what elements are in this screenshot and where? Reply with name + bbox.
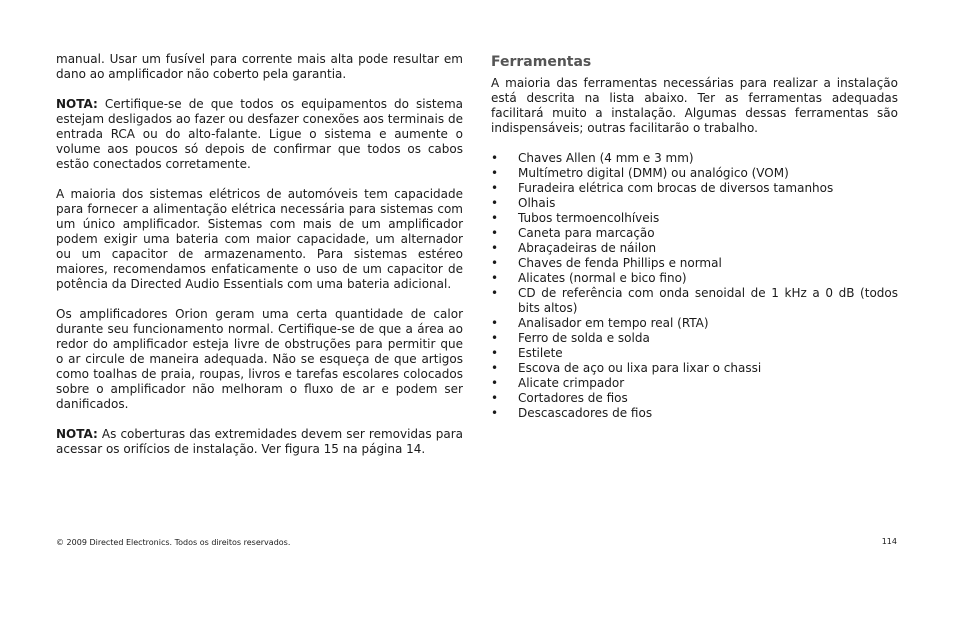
bullet-icon: • xyxy=(491,256,499,270)
tool-list-item xyxy=(491,241,898,256)
bullet-icon: • xyxy=(491,286,499,300)
tool-list-item xyxy=(491,181,898,196)
tool-list-item xyxy=(491,271,898,286)
tool-list-item xyxy=(491,211,898,226)
tools-intro-paragraph: A maioria das ferramentas necessárias para realizar a instalação está descrita na lista abaixo. Ter as ferramentas adequadas facilitará muito a instalação. Algumas dessas ferramentas são indispensáveis; outras facilitarão o trabalho. xyxy=(491,76,898,135)
bullet-icon: • xyxy=(491,151,499,165)
tool-item-text: Olhais xyxy=(518,196,556,210)
bullet-icon: • xyxy=(491,226,499,240)
tool-item-text: Multímetro digital (DMM) ou analógico (VOM) xyxy=(518,166,789,180)
note-text: As coberturas das extremidades devem ser removidas para acessar os orifícios de instalação. Ver figura 15 na página 14. xyxy=(56,427,463,456)
page-number: 114 xyxy=(881,537,897,546)
tool-list-item xyxy=(491,151,898,166)
tool-item-text: Tubos termoencolhíveis xyxy=(518,211,660,225)
bullet-icon: • xyxy=(491,241,499,255)
fuse-paragraph: manual. Usar um fusível para corrente mais alta pode resultar em dano ao amplificador não coberto pela garantia. xyxy=(56,52,463,81)
tools-list xyxy=(491,151,898,421)
tool-list-item xyxy=(491,376,898,391)
tool-item-text: Estilete xyxy=(518,346,563,360)
tool-list-item xyxy=(491,361,898,376)
note-text: Certifique-se de que todos os equipamentos do sistema estejam desligados ao fazer ou desfazer conexões aos terminais de entrada RCA ou do alto-falante. Ligue o sistema e aumente o volume aos poucos só depois de confirmar que todos os cabos estão conectados corretamente. xyxy=(56,97,463,171)
tool-item-text: CD de referência com onda senoidal de 1 kHz a 0 dB (todos bits altos) xyxy=(518,286,898,315)
tool-item-text: Furadeira elétrica com brocas de diversos tamanhos xyxy=(518,181,834,195)
bullet-icon: • xyxy=(491,376,499,390)
tool-list-item xyxy=(491,166,898,181)
tool-item-text: Descascadores de fios xyxy=(518,406,653,420)
copyright-footer: © 2009 Directed Electronics. Todos os direitos reservados. xyxy=(56,538,291,547)
bullet-icon: • xyxy=(491,331,499,345)
bullet-icon: • xyxy=(491,406,499,420)
tool-list-item xyxy=(491,406,898,421)
tool-item-text: Analisador em tempo real (RTA) xyxy=(518,316,709,330)
tool-item-text: Caneta para marcação xyxy=(518,226,655,240)
left-column xyxy=(56,52,463,472)
tool-list-item xyxy=(491,226,898,241)
electrical-systems-paragraph: A maioria dos sistemas elétricos de automóveis tem capacidade para fornecer a alimentação elétrica necessária para sistemas com um único amplificador. Sistemas com mais de um amplificador podem exigir uma bateria com maior capacidade, um alternador ou um capacitor de armazenamento. Para sistemas estéreo maiores, recomendamos enfaticamente o uso de um capacitor de potência da Directed Audio Essentials com uma bateria adicional. xyxy=(56,187,463,291)
tool-list-item xyxy=(491,316,898,331)
section-heading: Ferramentas xyxy=(491,54,592,70)
heat-paragraph: Os amplificadores Orion geram uma certa quantidade de calor durante seu funcionamento normal. Certifique-se de que a área ao redor do amplificador esteja livre de obstruções para permitir que o ar circule de maneira adequada. Não se esqueça de que artigos como toalhas de praia, roupas, livros e tarefas escolares colocados sobre o amplificador não melhoram o fluxo de ar e podem ser danificados. xyxy=(56,307,463,411)
tool-item-text: Abraçadeiras de náilon xyxy=(518,241,657,255)
bullet-icon: • xyxy=(491,166,499,180)
bullet-icon: • xyxy=(491,196,499,210)
tool-item-text: Escova de aço ou lixa para lixar o chassi xyxy=(518,361,762,375)
bullet-icon: • xyxy=(491,211,499,225)
bullet-icon: • xyxy=(491,271,499,285)
tool-list-item xyxy=(491,286,898,316)
tool-list-item xyxy=(491,391,898,406)
bullet-icon: • xyxy=(491,316,499,330)
tool-list-item xyxy=(491,331,898,346)
tool-item-text: Cortadores de fios xyxy=(518,391,628,405)
bullet-icon: • xyxy=(491,346,499,360)
note-label: NOTA: xyxy=(56,97,98,111)
tool-item-text: Chaves Allen (4 mm e 3 mm) xyxy=(518,151,694,165)
tool-item-text: Ferro de solda e solda xyxy=(518,331,650,345)
tool-item-text: Alicates (normal e bico fino) xyxy=(518,271,687,285)
tool-list-item xyxy=(491,346,898,361)
bullet-icon: • xyxy=(491,181,499,195)
tool-list-item xyxy=(491,196,898,211)
right-column xyxy=(491,53,898,421)
bullet-icon: • xyxy=(491,361,499,375)
note-paragraph-1 xyxy=(56,97,463,172)
tool-item-text: Chaves de fenda Phillips e normal xyxy=(518,256,722,270)
tool-item-text: Alicate crimpador xyxy=(518,376,625,390)
tool-list-item xyxy=(491,256,898,271)
note-label: NOTA: xyxy=(56,427,98,441)
bullet-icon: • xyxy=(491,391,499,405)
note-paragraph-2 xyxy=(56,427,463,457)
